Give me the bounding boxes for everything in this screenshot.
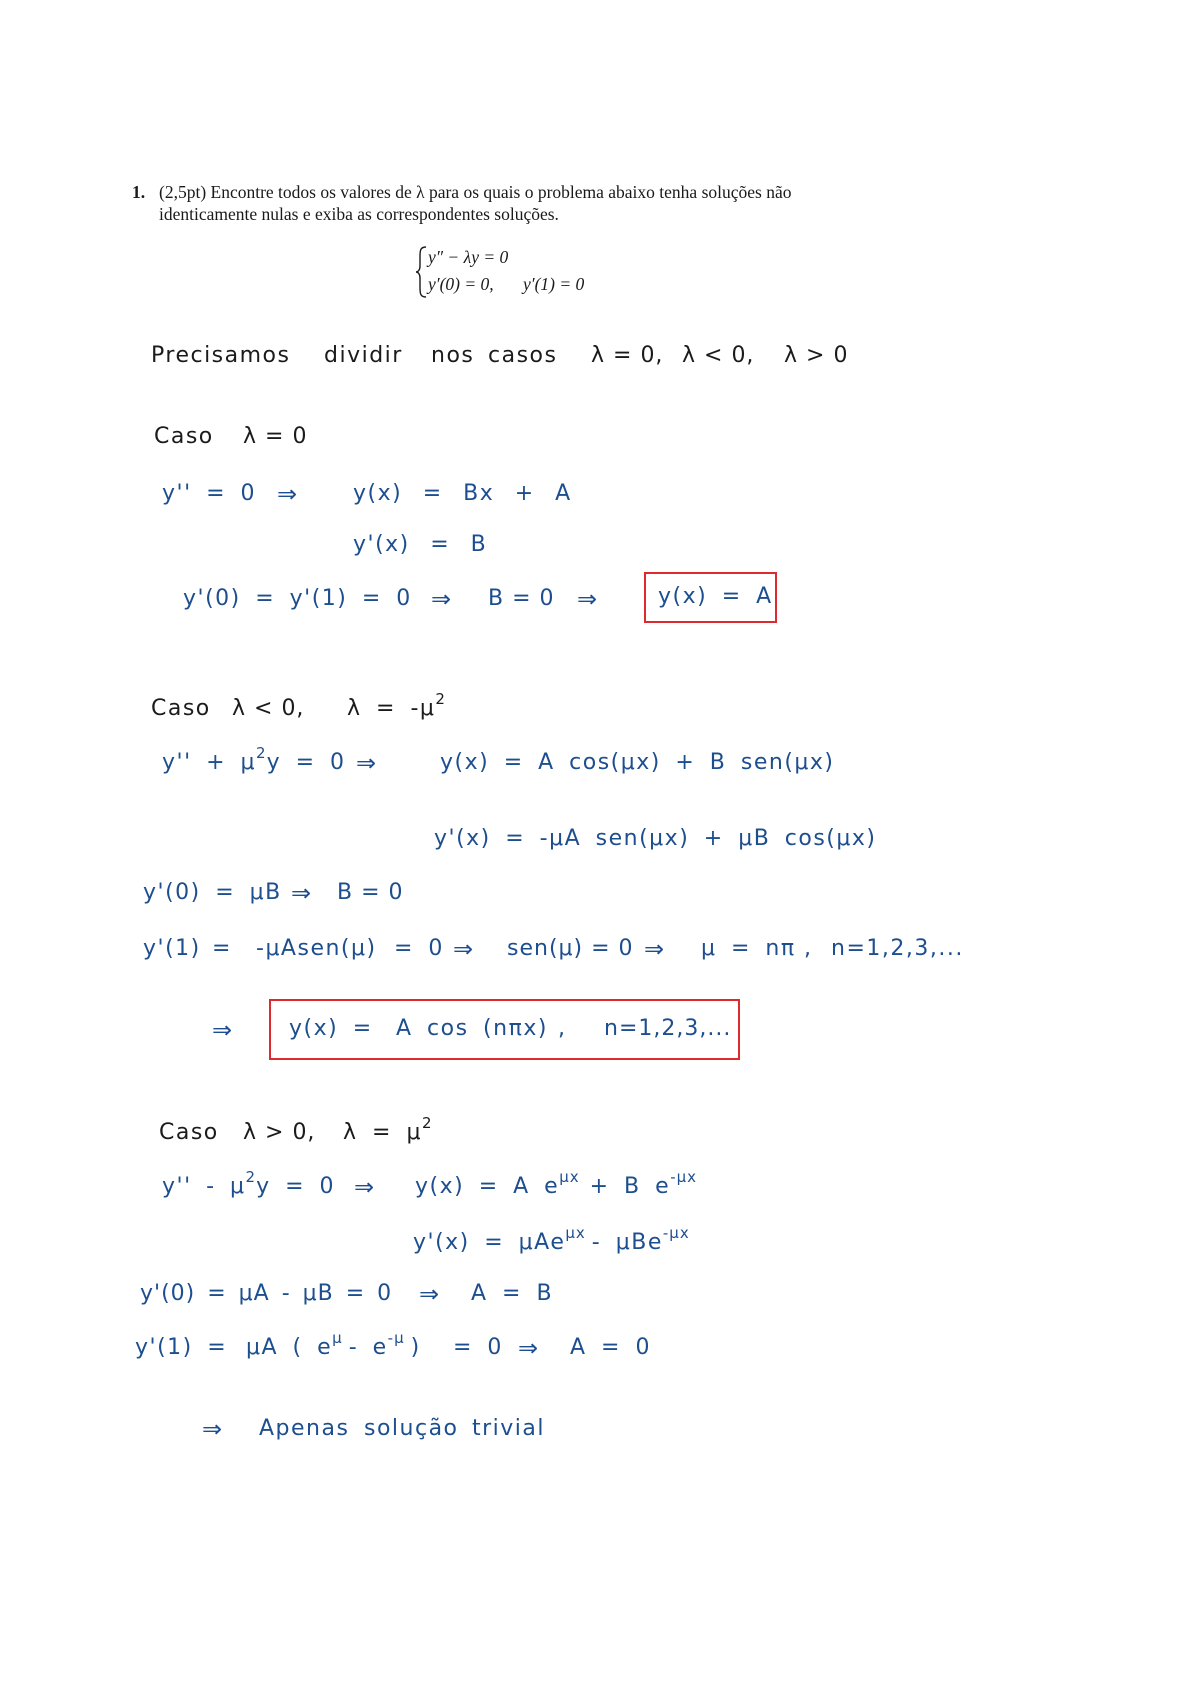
- ode-zero: y'' = 0: [162, 481, 257, 506]
- case-condition: λ < 0,: [232, 696, 305, 721]
- implies-arrow: ⇒: [431, 585, 452, 613]
- exponent: μ: [332, 1329, 343, 1347]
- exponent: μx: [559, 1168, 580, 1186]
- term-b: - μBe: [591, 1230, 663, 1255]
- boundary-conditions-zero: y'(0) = y'(1) = 0: [183, 586, 412, 611]
- case-positive-line-3: [0, 1280, 1192, 1308]
- case-negative-line-2: [0, 825, 1192, 853]
- n-range: n=1,2,3,...: [831, 936, 964, 961]
- exponent: 2: [256, 744, 267, 762]
- conclusion-word-trivial: trivial: [472, 1416, 546, 1441]
- ode-negative-lhs: y'' + μ: [162, 750, 257, 775]
- exponent: -μx: [670, 1168, 698, 1186]
- case-zero-line-2: [0, 531, 1192, 559]
- factor-open: μA ( e: [246, 1335, 333, 1360]
- boundary-right-label: y'(1): [143, 936, 201, 961]
- case-condition: λ = 0: [243, 424, 308, 449]
- conclusion-word-apenas: Apenas: [259, 1416, 350, 1441]
- implies-arrow: ⇒: [419, 1280, 440, 1308]
- problem-text-line-1: (2,5pt) Encontre todos os valores de λ para os quais o problema abaixo tenha soluções não: [159, 182, 792, 202]
- boundary-right-expression: [246, 1329, 421, 1363]
- exponent: 2: [421, 1114, 433, 1132]
- case-negative-line-3: [0, 879, 1192, 907]
- coefficient-b-zero: B = 0: [488, 586, 555, 611]
- system-boundary-right: y′(1) = 0: [523, 274, 585, 294]
- case-negative-line-1: [0, 744, 1192, 777]
- boundary-left-negative: y'(0) = μB: [143, 880, 282, 905]
- result-box-zero: [644, 572, 777, 623]
- result-negative-solution: A cos (nπx): [396, 1016, 548, 1041]
- case-zero-line-1: [0, 480, 1192, 508]
- ode-positive: [162, 1168, 336, 1202]
- case-condition: λ > 0,: [243, 1120, 316, 1145]
- case-positive-line-4: [0, 1329, 1192, 1362]
- ode-positive-rhs: y = 0: [256, 1174, 336, 1199]
- case-label: Caso: [151, 696, 211, 721]
- exponent: 2: [245, 1168, 257, 1186]
- ode-positive-lhs: y'' - μ: [162, 1174, 246, 1199]
- case-positive-conclusion: [0, 1415, 1192, 1443]
- conclusion-word-solucao: solução: [364, 1416, 459, 1441]
- case-zero-heading: [0, 423, 1192, 451]
- mu-values: μ = nπ: [701, 936, 796, 961]
- case-negative-line-4: [0, 935, 1192, 963]
- implies-arrow: ⇒: [202, 1415, 223, 1443]
- substitution-base: λ = μ: [343, 1120, 422, 1145]
- equals-zero: = 0: [394, 936, 444, 961]
- system-boundary-left: y′(0) = 0,: [428, 274, 494, 294]
- implies-arrow: ⇒: [577, 585, 598, 613]
- result-box-negative: [269, 999, 740, 1060]
- problem-text-line-2: identicamente nulas e exiba as correspondentes soluções.: [159, 204, 559, 224]
- implies-arrow: ⇒: [453, 935, 474, 963]
- derivative-zero: y'(x) = B: [353, 532, 488, 557]
- case-positive-heading: [0, 1114, 1192, 1147]
- derivative-negative: y'(x) = -μA sen(μx) + μB cos(μx): [434, 826, 877, 851]
- case-label: Caso: [159, 1120, 219, 1145]
- coefficient-a-zero: A = 0: [570, 1335, 651, 1360]
- intro-case-zero: λ = 0,: [591, 343, 664, 368]
- term-b: + B e: [589, 1174, 671, 1199]
- problem-number: 1.: [132, 182, 146, 202]
- general-solution-positive: [415, 1168, 698, 1202]
- intro-case-positive: λ > 0: [784, 343, 849, 368]
- exponent: -μx: [662, 1224, 690, 1242]
- intro-word-casos: casos: [488, 343, 558, 368]
- exponent: μx: [565, 1224, 586, 1242]
- substitution-base: λ = -μ: [347, 696, 436, 721]
- implies-arrow: ⇒: [518, 1334, 539, 1362]
- case-zero-line-3: [0, 585, 1192, 613]
- sine-condition: sen(μ) = 0: [507, 936, 634, 961]
- term-a: y'(x) = μAe: [413, 1230, 566, 1255]
- exponent: -μ: [387, 1329, 405, 1347]
- intro-word-nos: nos: [431, 343, 475, 368]
- system-equation-ode: y″ − λy = 0: [428, 247, 509, 267]
- implies-arrow: ⇒: [644, 935, 665, 963]
- implies-arrow: ⇒: [291, 879, 312, 907]
- system-brace: [415, 246, 427, 298]
- case-positive-line-2: [0, 1224, 1192, 1257]
- intro-case-negative: λ < 0,: [682, 343, 755, 368]
- case-substitution: [343, 1114, 433, 1148]
- result-negative-lhs: y(x) =: [289, 1016, 373, 1041]
- general-solution-negative: y(x) = A cos(μx) + B sen(μx): [440, 750, 835, 775]
- cases-intro: [0, 342, 1192, 370]
- coefficients-equal: A = B: [471, 1281, 554, 1306]
- case-negative-heading: [0, 690, 1192, 723]
- equals-zero: = 0: [453, 1335, 503, 1360]
- derivative-positive: [413, 1224, 690, 1258]
- factor-close: ): [410, 1335, 421, 1360]
- comma: ,: [804, 936, 813, 961]
- boundary-left-positive: y'(0) = μA - μB = 0: [140, 1281, 393, 1306]
- boundary-right-expression: -μAsen(μ): [256, 936, 377, 961]
- case-positive-line-1: [0, 1168, 1192, 1201]
- ode-negative-rhs: y = 0: [266, 750, 346, 775]
- general-solution-zero: y(x) = Bx + A: [353, 481, 572, 506]
- result-zero: y(x) = A: [658, 584, 773, 609]
- coefficient-b-negative: B = 0: [337, 880, 404, 905]
- equals-sign: =: [212, 936, 232, 961]
- implies-arrow: ⇒: [356, 749, 377, 777]
- ode-negative: [162, 744, 346, 778]
- comma: ,: [558, 1016, 567, 1041]
- minus-e: - e: [348, 1335, 388, 1360]
- implies-arrow: ⇒: [354, 1173, 375, 1201]
- implies-arrow: ⇒: [212, 1016, 233, 1044]
- boundary-right-label: y'(1) =: [135, 1335, 228, 1360]
- intro-word-precisamos: Precisamos: [151, 343, 291, 368]
- n-range: n=1,2,3,...: [604, 1016, 732, 1041]
- implies-arrow: ⇒: [277, 480, 298, 508]
- term-a: y(x) = A e: [415, 1174, 560, 1199]
- intro-word-dividir: dividir: [324, 343, 403, 368]
- case-label: Caso: [154, 424, 214, 449]
- exponent: 2: [435, 690, 446, 708]
- case-substitution: [347, 690, 446, 724]
